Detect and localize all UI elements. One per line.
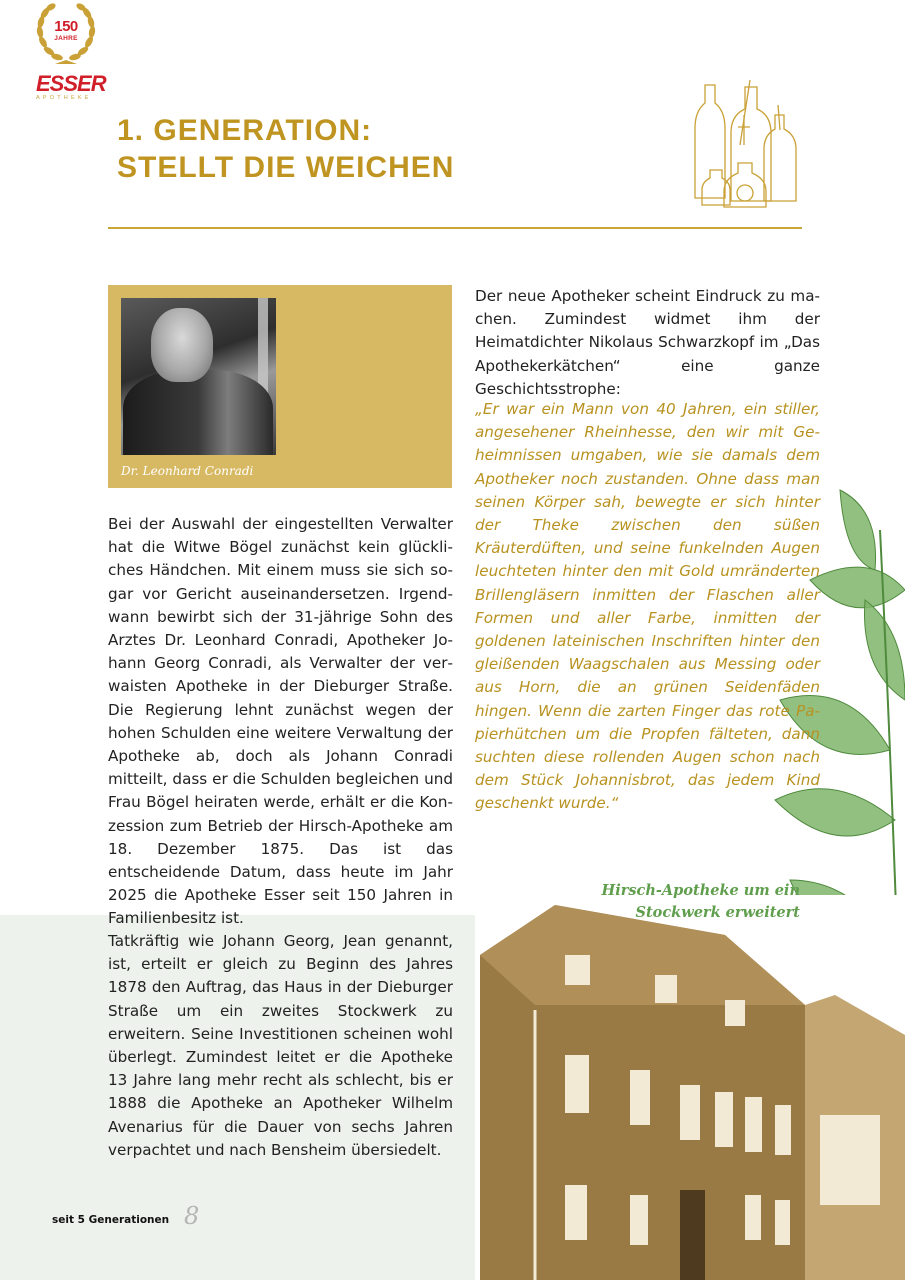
footer-tagline: seit 5 Generationen: [52, 1214, 170, 1226]
building-caption-line-1: Hirsch-Apotheke um ein: [601, 882, 800, 899]
poem-quote: „Er war ein Mann von 40 Jahren, ein stiller, angesehener Rheinhesse, den wir mit Geheimnissen umgaben, wie sie damals dem Apotheker noch zustanden. Ohne dass man seinen Körper sah, bewegte er sich hinter der Theke zwischen den süßen Kräuterdüften, und seine funkelnden Augen leuchteten hinter den mit Gold umränderten Brillengläsern inmitten der Flaschen aller Formen und aller Farbe, inmitten der goldenen lateinischen Inschriften hinter den gleißenden Waagschalen aus Messing oder aus Horn, die an grünen Seidenfäden hingen. Wenn die zarten Finger das rote Papierhütchen um die Propfen fälteten, dann suchten diese rollenden Augen schon nach dem Stück Johannisbrot, das jedem Kind geschenkt wurde.“: [475, 400, 820, 813]
page-number: 8: [184, 1202, 200, 1230]
photo-figure-body: [123, 370, 273, 455]
brand-name: ESSER: [36, 71, 106, 96]
title-line-2: STELLT DIE WEICHEN: [117, 151, 455, 184]
photo-figure-head: [151, 308, 213, 382]
intro-paragraph: Der neue Apotheker scheint Eindruck zu machen. Zumindest widmet ihm der Heimatdichter Nikolaus Schwarzkopf im „Das Apothekerkätchen“ eine ganze Geschichtsstrophe:: [475, 287, 820, 398]
hirsch-apotheke-building-photo: [475, 895, 905, 1280]
title-divider: [108, 227, 802, 229]
page-title: [117, 112, 454, 186]
apothecary-bottles-illustration: [690, 75, 805, 210]
portrait-photo: [121, 298, 276, 455]
title-line-1: 1. GENERATION:: [117, 114, 373, 147]
anniversary-logo: [28, 2, 104, 102]
anniversary-label: JAHRE: [54, 35, 78, 42]
brand-subtitle: APOTHEKE: [36, 95, 92, 101]
portrait-caption: Dr. Leonhard Conradi: [121, 464, 254, 478]
building-caption-line-2: Stockwerk erweitert: [635, 904, 800, 921]
body-paragraph-1: Bei der Auswahl der eingestellten Verwalter hat die Witwe Bögel zunächst kein glückliches Händchen. Mit einem muss sie sich sogar vor Gericht auseinandersetzen. Irgendwann bewirbt sich der 31-jährige Sohn des Arztes Dr. Leonhard Conradi, Apotheker Johann Georg Conradi, als Verwalter der verwaisten Apotheke in der Dieburger Straße. Die Regierung lehnt zunächst wegen der hohen Schulden eine weitere Verwaltung der Apotheke ab, doch als Johann Conradi mitteilt, dass er die Schulden begleichen und Frau Bögel heiraten werde, erhält er die Konzession zum Betrieb der Hirsch-Apotheke am 18. Dezember 1875. Das ist das entscheidende Datum, dass heute im Jahr 2025 die Apotheke Esser seit 150 Jahren in Familienbesitz ist.: [108, 515, 453, 928]
anniversary-number: 150: [54, 18, 78, 35]
body-paragraph-2: Tatkräftig wie Johann Georg, Jean genannt, ist, erteilt er gleich zu Beginn des Jahres 1878 den Auftrag, das Haus in der Dieburger Straße um ein zweites Stockwerk zu erweitern. Seine Investitionen scheinen wohl überlegt. Zumindest leitet er die Apotheke 13 Jahre lang mehr recht als schlecht, bis er 1888 die Apotheke an Apotheker Wilhelm Avenarius für die Dauer von sechs Jahren verpachtet und nach Bensheim übersiedelt.: [108, 932, 453, 1159]
building-caption: [600, 880, 800, 924]
portrait-frame: [108, 285, 452, 488]
